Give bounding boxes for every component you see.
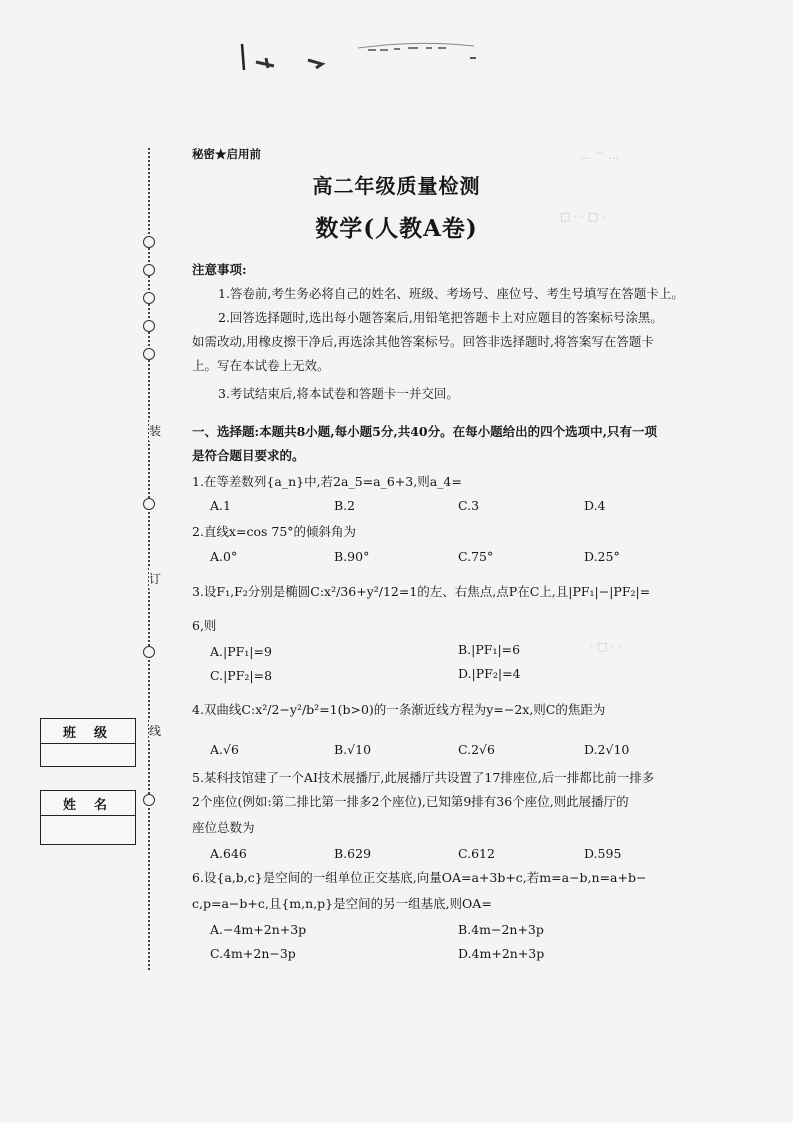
- question-2-option-a[interactable]: A.0°: [210, 549, 238, 564]
- binding-mark-xian: 线: [149, 720, 161, 741]
- class-field[interactable]: [41, 744, 135, 766]
- question-1-option-d[interactable]: D.4: [584, 498, 606, 513]
- question-2-option-b[interactable]: B.90°: [334, 549, 370, 564]
- notice-item-2-cont: 上。写在本试卷上无效。: [192, 358, 330, 373]
- bleed-through-text: □ · · □ ·: [560, 210, 606, 223]
- question-5-option-d[interactable]: D.595: [584, 846, 622, 861]
- binding-hole: [143, 348, 155, 360]
- question-2-option-d[interactable]: D.25°: [584, 549, 620, 564]
- binding-hole: [143, 292, 155, 304]
- question-2-stem: 2.直线x=cos 75°的倾斜角为: [192, 524, 357, 539]
- question-6-option-c[interactable]: C.4m+2n−3p: [210, 946, 296, 961]
- class-label: 班级: [41, 719, 135, 744]
- name-field[interactable]: [41, 816, 135, 844]
- question-2-option-c[interactable]: C.75°: [458, 549, 494, 564]
- question-5-stem: 5.某科技馆建了一个AI技术展播厅,此展播厅共设置了17排座位,后一排都比前一排多: [192, 770, 655, 785]
- binding-mark-zhuang: 装: [149, 420, 161, 441]
- question-4-option-b[interactable]: B.√10: [334, 742, 372, 757]
- notice-item-2: 2.回答选择题时,选出每小题答案后,用铅笔把答题卡上对应题目的答案标号涂黑。: [218, 310, 663, 325]
- question-3-option-b[interactable]: B.|PF₁|=6: [458, 642, 521, 657]
- question-5-option-c[interactable]: C.612: [458, 846, 495, 861]
- exam-title: 高二年级质量检测: [312, 174, 481, 198]
- question-6-option-b[interactable]: B.4m−2n+3p: [458, 922, 544, 937]
- notice-item-1: 1.答卷前,考生务必将自己的姓名、班级、考场号、座位号、考生号填写在答题卡上。: [218, 286, 684, 301]
- question-1-option-b[interactable]: B.2: [334, 498, 356, 513]
- name-box: [40, 790, 136, 845]
- section-heading: 一、选择题:本题共8小题,每小题5分,共40分。在每小题给出的四个选项中,只有一项: [192, 424, 657, 439]
- question-4-option-a[interactable]: A.√6: [210, 742, 239, 757]
- question-3-option-d[interactable]: D.|PF₂|=4: [458, 666, 521, 681]
- question-3-stem: 3.设F₁,F₂分别是椭圆C:x²/36+y²/12=1的左、右焦点,点P在C上,且|PF₁|−|PF₂|=: [192, 584, 651, 599]
- binding-hole: [143, 646, 155, 658]
- binding-hole: [143, 320, 155, 332]
- question-1-stem: 1.在等差数列{a_n}中,若2a_5=a_6+3,则a_4=: [192, 474, 462, 489]
- class-box: [40, 718, 136, 767]
- question-4-option-c[interactable]: C.2√6: [458, 742, 495, 757]
- question-1-option-a[interactable]: A.1: [210, 498, 231, 513]
- binding-mark-ding: 订: [149, 568, 161, 589]
- question-3-stem-cont: 6,则: [192, 618, 217, 633]
- question-3-option-c[interactable]: C.|PF₂|=8: [210, 668, 273, 683]
- secret-label: 秘密★启用前: [192, 147, 261, 161]
- bleed-through-text: ··· ⌒ ···: [580, 152, 619, 165]
- scan-artifact-top: [238, 38, 488, 72]
- notice-item-2-cont: 如需改动,用橡皮擦干净后,再选涂其他答案标号。回答非选择题时,将答案写在答题卡: [192, 334, 654, 349]
- question-6-stem-cont: c,p=a−b+c,且{m,n,p}是空间的另一组基底,则OA=: [192, 896, 492, 911]
- question-6-option-d[interactable]: D.4m+2n+3p: [458, 946, 545, 961]
- bleed-through-text: · □ · ·: [590, 640, 622, 653]
- question-6-stem: 6.设{a,b,c}是空间的一组单位正交基底,向量OA=a+3b+c,若m=a−b,n=a+b−: [192, 870, 647, 885]
- notice-heading: 注意事项:: [192, 262, 247, 277]
- question-3-option-a[interactable]: A.|PF₁|=9: [210, 644, 272, 659]
- notice-item-3: 3.考试结束后,将本试卷和答题卡一并交回。: [218, 386, 459, 401]
- question-6-option-a[interactable]: A.−4m+2n+3p: [210, 922, 307, 937]
- question-5-option-a[interactable]: A.646: [210, 846, 247, 861]
- question-5-option-b[interactable]: B.629: [334, 846, 372, 861]
- exam-subtitle: 数学(人教A卷): [315, 215, 478, 242]
- question-1-option-c[interactable]: C.3: [458, 498, 480, 513]
- section-heading-cont: 是符合题目要求的。: [192, 448, 305, 463]
- name-label: 姓名: [41, 791, 135, 816]
- question-5-stem-cont: 座位总数为: [192, 820, 255, 835]
- question-4-option-d[interactable]: D.2√10: [584, 742, 630, 757]
- question-5-stem-cont: 2个座位(例如:第二排比第一排多2个座位),已知第9排有36个座位,则此展播厅的: [192, 794, 629, 809]
- binding-hole: [143, 794, 155, 806]
- binding-hole: [143, 498, 155, 510]
- question-4-stem: 4.双曲线C:x²/2−y²/b²=1(b>0)的一条渐近线方程为y=−2x,则C的焦距为: [192, 702, 606, 717]
- binding-hole: [143, 264, 155, 276]
